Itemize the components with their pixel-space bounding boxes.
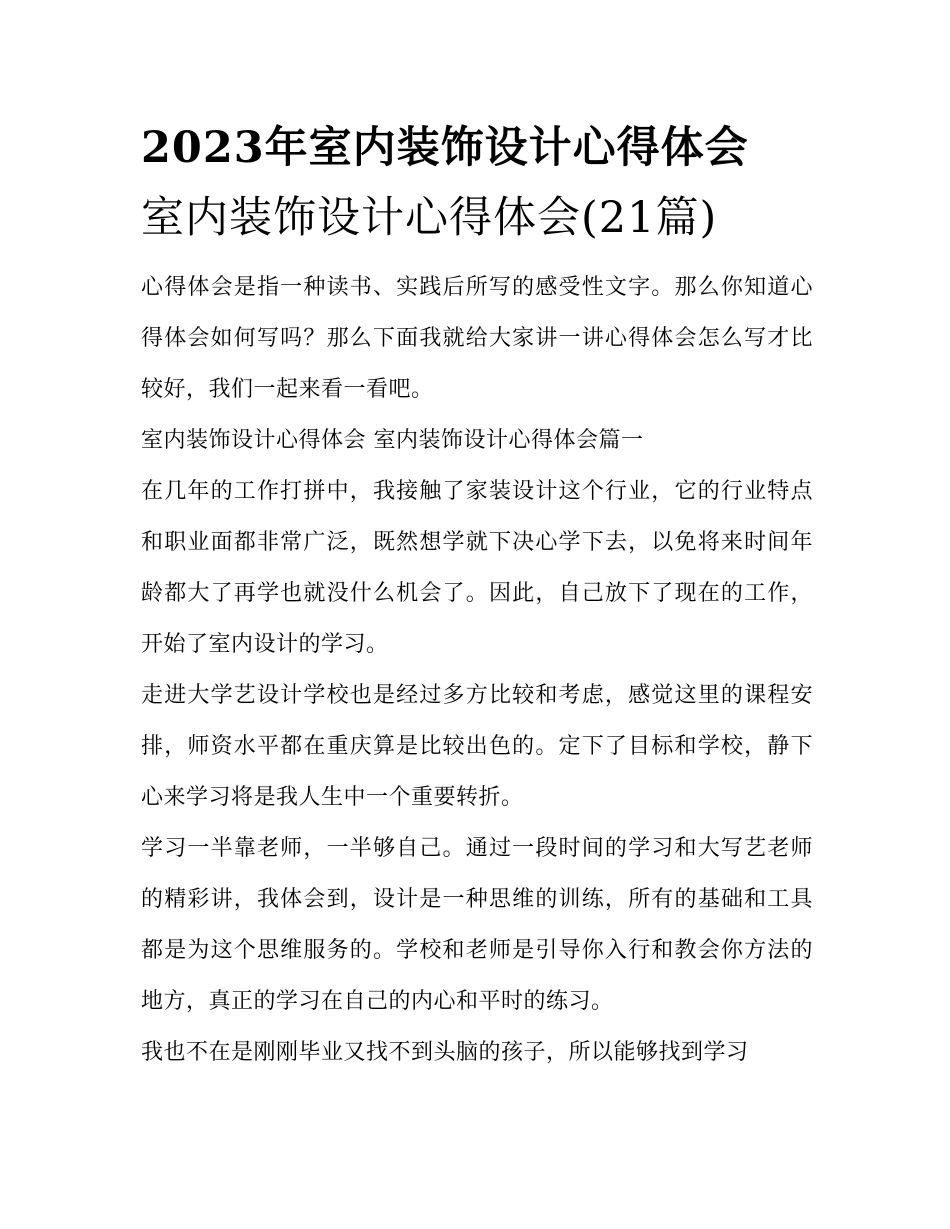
body-paragraph: 在几年的工作打拼中，我接触了家装设计这个行业，它的行业特点和职业面都非常广泛，既然想学就下决心学下去，以免将来时间年龄都大了再学也就没什么机会了。因此，自己放下了现在的工作，开始了室内设计的学习。 [141,479,813,657]
body-paragraph: 走进大学艺设计学校也是经过多方比较和考虑，感觉这里的课程安排，师资水平都在重庆算是比较出色的。定下了目标和学校，静下心来学习将是我人生中一个重要转折。 [141,683,813,810]
document-subtitle: 室内装饰设计心得体会(21篇) [141,193,718,243]
document-body [141,262,813,1078]
section-heading: 室内装饰设计心得体会 室内装饰设计心得体会篇一 [141,428,644,453]
body-paragraph: 学习一半靠老师，一半够自己。通过一段时间的学习和大写艺老师的精彩讲，我体会到，设计是一种思维的训练，所有的基础和工具都是为这个思维服务的。学校和老师是引导你入行和教会你方法的地方，真正的学习在自己的内心和平时的练习。 [141,836,813,1014]
document-title: 2023年室内装饰设计心得体会 [141,123,749,173]
body-paragraph: 我也不在是刚刚毕业又找不到头脑的孩子，所以能够找到学习 [141,1040,749,1065]
document-content [141,118,813,1078]
intro-paragraph: 心得体会是指一种读书、实践后所写的感受性文字。那么你知道心得体会如何写吗？那么下面我就给大家讲一讲心得体会怎么写才比较好，我们一起来看一看吧。 [141,275,813,402]
